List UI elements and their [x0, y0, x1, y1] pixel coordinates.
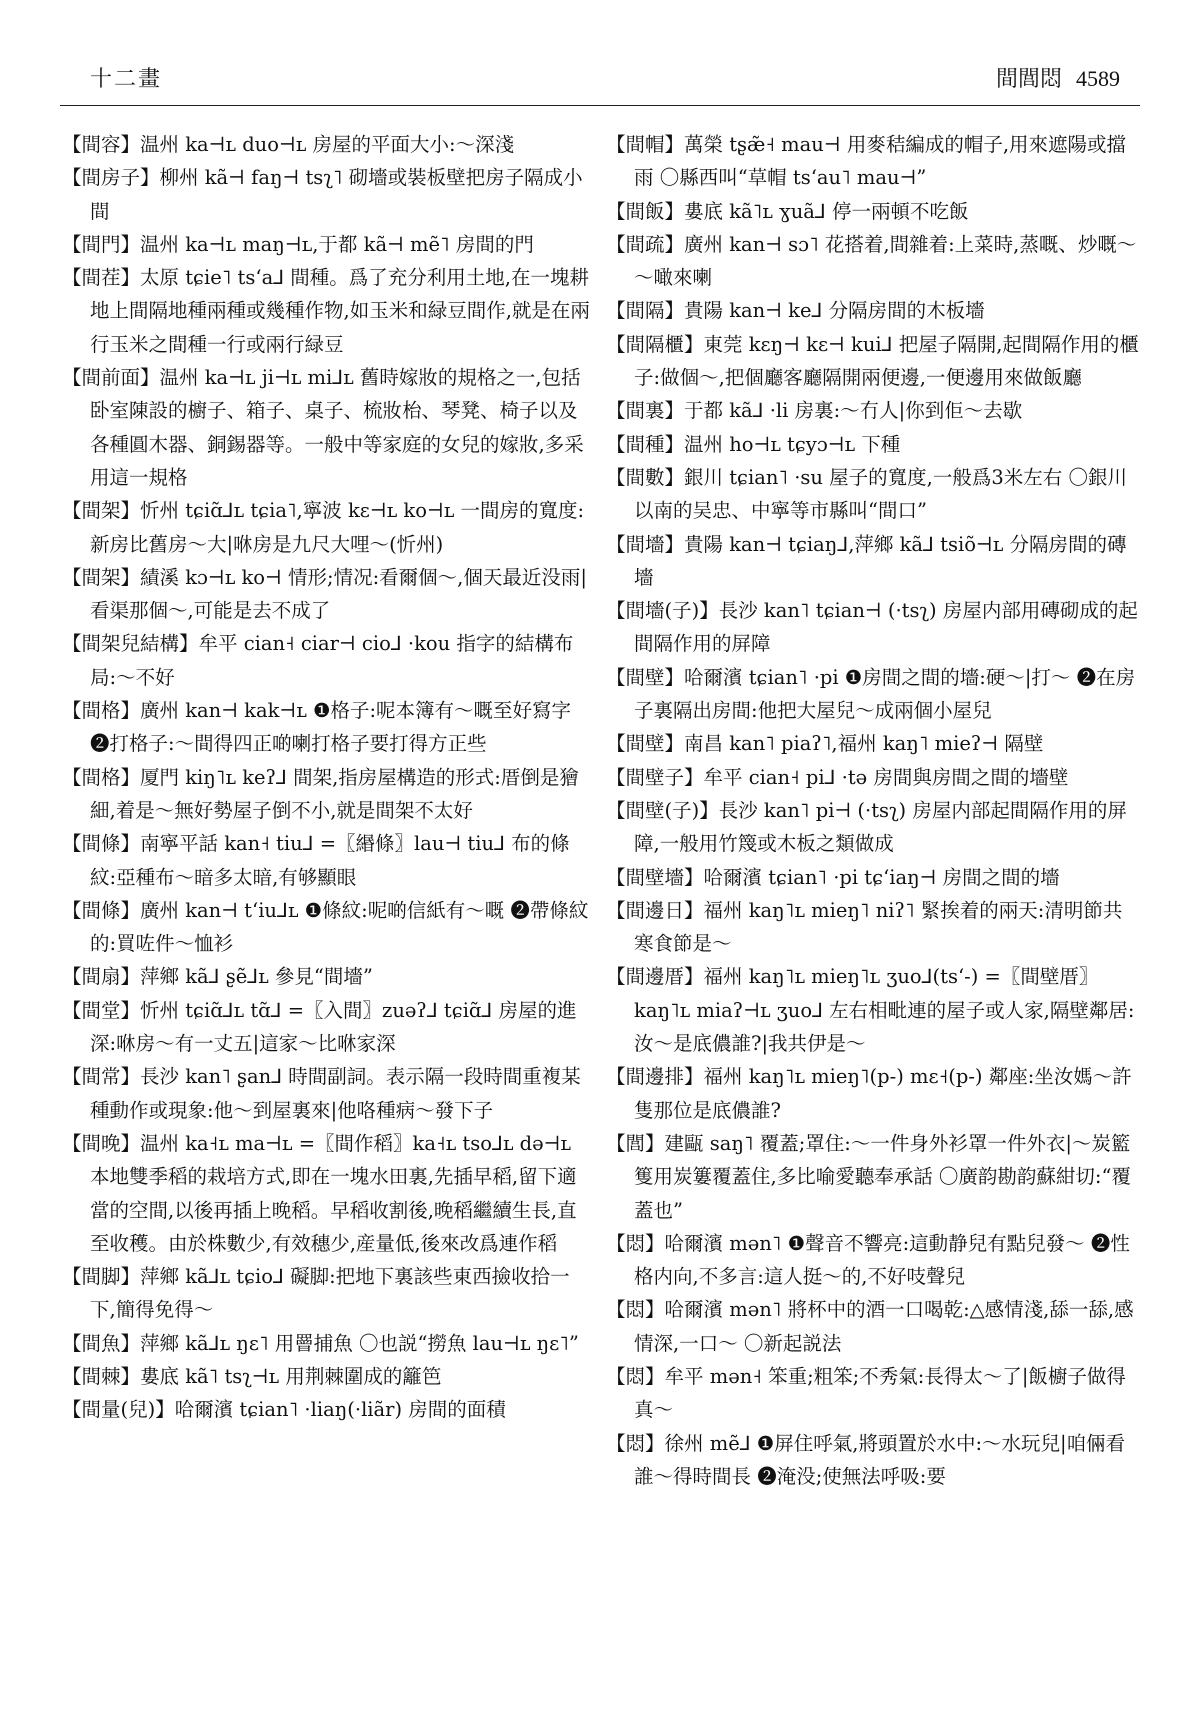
right-column	[606, 128, 1140, 1493]
dictionary-entry: 【間種】温州 ho⊣ʟ tɕyɔ⊣ʟ 下種	[606, 432, 901, 456]
dictionary-entry: 【間墻】貴陽 kan⊣ tɕiaŋ⅃,萍鄉 kã⅃ tsiõ⊣ʟ 分隔房間的磚墻	[606, 532, 1127, 589]
dictionary-entry: 【間架】績溪 kɔ⊣ʟ ko⊣ 情形;情况:看爾個～,個天最近没雨|看渠那個～,可能是去不成了	[62, 565, 587, 623]
dictionary-entry: 【間格】廣州 kan⊣ kak⊣ʟ ❶格子:呢本簿有～嘅至好寫字 ❷打格子:～間得四正啲喇打格子要打得方正些	[62, 699, 572, 756]
dictionary-entry: 【間架兒結構】牟平 cian˧ ciar⊣ cio⅃ ·kou 指字的結構布局:～不好	[62, 632, 574, 689]
dictionary-entry: 【間疏】廣州 kan⊣ sɔ˥ 花搭着,間雜着:上菜時,蒸嘅、炒嘅～～噉來喇	[606, 232, 1137, 290]
dictionary-entry: 【間飯】婁底 kã˥ʟ ɣuã⅃ 停一兩頓不吃飯	[606, 199, 969, 223]
dictionary-entry: 【間條】南寧平話 kan˧ tiu⅃ =〖緡條〗lau⊣ tiu⅃ 布的條紋:亞種布～暗多太暗,有够顯眼	[62, 832, 570, 889]
dictionary-entry: 【悶】哈爾濱 mən˥ 將杯中的酒一口喝乾:△感情淺,舔一舔,感情深,一口～ 〇新起説法	[606, 1298, 1134, 1355]
header-right	[996, 62, 1120, 93]
dictionary-entry: 【間裏】于都 kã⅃ ·li 房裏:～冇人|你到佢～去歇	[606, 399, 1023, 423]
left-column	[62, 128, 592, 1427]
dictionary-entry: 【間前面】温州 ka⊣ʟ ji⊣ʟ mi⅃ʟ 舊時嫁妝的規格之一,包括卧室陳設的櫥子、箱子、桌子、梳妝枱、琴凳、椅子以及各種圓木器、銅錫器等。一般中等家庭的女兒的嫁妝,多采用這一規格	[62, 366, 584, 489]
dictionary-entry: 【間茬】太原 tɕie˥ tsʻa⅃ 間種。爲了充分利用土地,在一塊耕地上間隔地種兩種或幾種作物,如玉米和緑豆間作,就是在兩行玉米之間種一行或兩行緑豆	[62, 266, 590, 356]
dictionary-entry: 【間邊厝】福州 kaŋ˥ʟ mieŋ˥ʟ ʒuo⅃(tsʻ-) =〖間壁厝〗kaŋ˥ʟ miaʔ⊣ʟ ʒuo⅃ 左右相毗連的屋子或人家,隔壁鄰居:汝～是底儂誰?|我共伊是～	[606, 965, 1135, 1056]
dictionary-entry: 【間堂】忻州 tɕiɑ̃⅃ʟ tɑ̃⅃ =〖入間〗zuəʔ⅃ tɕiɑ̃⅃ 房屋的進深:咻房～有一丈五|這家～比咻家深	[62, 998, 577, 1056]
dictionary-entry: 【間棘】婁底 kã˥ tsʅ⊣ʟ 用荆棘圍成的籬笆	[62, 1364, 442, 1388]
header-rule	[60, 105, 1140, 106]
dictionary-entry: 【間門】温州 ka⊣ʟ maŋ⊣ʟ,于都 kã⊣ mẽ˥ 房間的門	[62, 232, 534, 256]
dictionary-entry: 【間壁墻】哈爾濱 tɕian˥ ·pi tɕʻiaŋ⊣ 房間之間的墻	[606, 865, 1060, 889]
section-label: 十二畫	[90, 67, 163, 92]
dictionary-entry: 【間數】銀川 tɕian˥ ·su 屋子的寬度,一般爲3米左右 〇銀川以南的吴忠、中寧等市縣叫“間口”	[606, 465, 1127, 523]
dictionary-entry: 【間壁(子)】長沙 kan˥ pi⊣ (·tsʅ) 房屋内部起間隔作用的屏障,一般用竹篾或木板之類做成	[606, 798, 1127, 856]
dictionary-entry: 【間容】温州 ka⊣ʟ duo⊣ʟ 房屋的平面大小:～深淺	[62, 133, 515, 156]
dictionary-entry: 【間扇】萍鄉 kã⅃ ʂẽ⅃ʟ 參見“間墻”	[62, 965, 373, 989]
page-number: 4589	[1076, 66, 1120, 91]
dictionary-entry: 【間壁】哈爾濱 tɕian˥ ·pi ❶房間之間的墻:硬～|打～ ❷在房子裏隔出房間:他把大屋兒～成兩個小屋兒	[606, 665, 1136, 723]
dictionary-entry: 【間格】厦門 kiŋ˥ʟ keʔ⅃ 間架,指房屋構造的形式:厝倒是獪細,着是～無好勢屋子倒不小,就是間架不太好	[62, 765, 579, 822]
dictionary-entry: 【間墻(子)】長沙 kan˥ tɕian⊣ (·tsʅ) 房屋内部用磚砌成的起間隔作用的屏障	[606, 599, 1138, 656]
dictionary-entry: 【間帽】萬榮 tʂæ̃˧ mau⊣ 用麥秸編成的帽子,用來遮陽或擋雨 〇縣西叫“草帽 tsʻau˥ mau⊣”	[606, 133, 1127, 190]
dictionary-entry: 【間常】長沙 kan˥ ʂan⅃ 時間副詞。表示隔一段時間重複某種動作或現象:他～到屋裏來|他咯種病～發下子	[62, 1065, 581, 1122]
dictionary-entry: 【間壁】南昌 kan˥ piaʔ˥,福州 kaŋ˥ mieʔ⊣ 隔壁	[606, 732, 1044, 756]
dictionary-entry: 【閭】建甌 saŋ˥ 覆蓋;罩住:～一件身外衫罩一件外衣|～炭籃篗用炭簍覆蓋住,多比喻愛聽奉承話 〇廣韵勘韵蘇紺切:“覆蓋也”	[606, 1131, 1131, 1222]
dictionary-entry: 【間條】廣州 kan⊣ tʻiu⅃ʟ ❶條紋:呢啲信紙有～嘅 ❷帶條紋的:買咗件～恤衫	[62, 898, 589, 956]
dictionary-entry: 【悶】牟平 mən˧ 笨重;粗笨;不秀氣:長得太～了|飯櫥子做得真～	[606, 1364, 1126, 1422]
dictionary-entry: 【間脚】萍鄉 kã⅃ʟ tɕio⅃ 礙脚:把地下裏該些東西撿收拾一下,簡得免得～	[62, 1265, 570, 1322]
dictionary-entry: 【間邊日】福州 kaŋ˥ʟ mieŋ˥ niʔ˥ 緊挨着的兩天:清明節共寒食節是～	[606, 898, 1123, 956]
dictionary-entry: 【間架】忻州 tɕiɑ̃⅃ʟ tɕia˥,寧波 kɛ⊣ʟ ko⊣ʟ 一間房的寬度:新房比舊房～大|咻房是九尺大哩～(忻州)	[62, 499, 585, 556]
dictionary-entry: 【間邊排】福州 kaŋ˥ʟ mieŋ˥(p-) mɛ˧(p-) 鄰座:坐汝媽～許隻那位是底儂誰?	[606, 1065, 1132, 1122]
dictionary-entry: 【間晚】温州 ka˧ʟ ma⊣ʟ =〖間作稻〗ka˧ʟ tso⅃ʟ də⊣ʟ 本地雙季稻的栽培方式,即在一塊水田裏,先插早稻,留下適當的空間,以後再插上晚稻。早稻收割後,晚稻繼續生長,直至收穫。由於株數少,有效穗少,産量低,後來改爲連作稻	[62, 1131, 577, 1255]
dictionary-entry: 【間隔櫃】東莞 kɛŋ⊣ kɛ⊣ kui⅃ 把屋子隔開,起間隔作用的櫃子:做個～,把個廳客廳隔開兩便邊,一便邊用來做飯廳	[606, 332, 1139, 390]
page-header	[90, 62, 1120, 102]
dictionary-entry: 【間量(兒)】哈爾濱 tɕian˥ ·liaŋ(·liãr) 房間的面積	[62, 1398, 506, 1422]
dictionary-entry: 【間魚】萍鄉 kã⅃ʟ ŋɛ˥ 用罾捕魚 〇也説“撈魚 lau⊣ʟ ŋɛ˥”	[62, 1331, 579, 1355]
dictionary-entry: 【間房子】柳州 kã⊣ faŋ⊣ tsʅ˥ 砌墻或裝板壁把房子隔成小間	[62, 166, 583, 223]
dictionary-entry: 【間壁子】牟平 cian˧ pi⅃ ·tə 房間與房間之間的墻壁	[606, 765, 1069, 789]
dictionary-entry: 【悶】徐州 mẽ⅃ ❶屏住呼氣,將頭置於水中:～水玩兒|咱倆看誰～得時間長 ❷淹没;使無法呼吸:要	[606, 1431, 1126, 1488]
running-head: 間閭悶	[995, 67, 1062, 92]
dictionary-entry: 【間隔】貴陽 kan⊣ ke⅃ 分隔房間的木板墻	[606, 299, 985, 323]
dictionary-entry: 【悶】哈爾濱 mən˥ ❶聲音不響亮:這動静兒有點兒發～ ❷性格内向,不多言:這人挺～的,不好吱聲兒	[606, 1231, 1130, 1289]
